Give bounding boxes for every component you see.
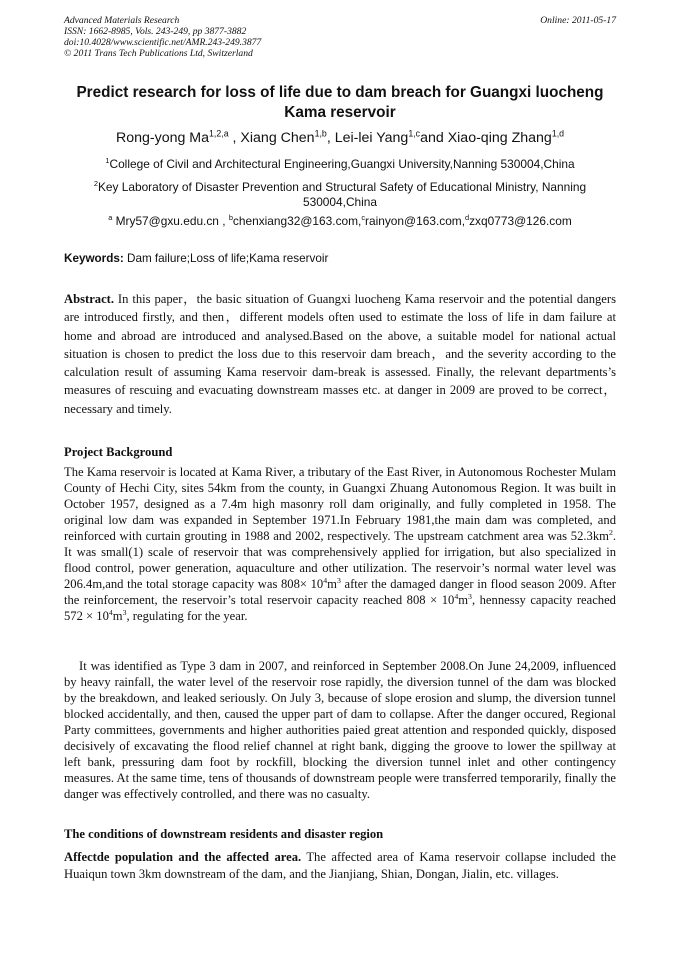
journal-name: Advanced Materials Research bbox=[64, 15, 180, 26]
copyright-line: © 2011 Trans Tech Publications Ltd, Switzerland bbox=[64, 48, 253, 59]
email-address: rainyon@163.com, bbox=[365, 214, 466, 228]
affiliation-text: College of Civil and Architectural Engineering,Guangxi University,Nanning 530004,China bbox=[109, 157, 575, 171]
section-heading-background: Project Background bbox=[64, 445, 173, 459]
email-address: zxq0773@126.com bbox=[469, 214, 572, 228]
author-superscript: 1,d bbox=[551, 128, 565, 139]
paragraph-text: , regulating for the year. bbox=[126, 609, 248, 623]
author-name: Lei-lei Yang bbox=[334, 130, 409, 146]
paragraph-text: m bbox=[327, 577, 337, 591]
journal-header bbox=[64, 15, 616, 59]
paragraph-text: The Kama reservoir is located at Kama River, a tributary of the East River, in Autonomous Rochester Mulam County of Hechi City, sites 54km from the county, in Guangxi Zhuang Autonomous Region. It was built in October 1957, designed as a 7.4m high masonry roll dam originally, and fully completed in 1958. The original low dam was expanded in September 1971.In February 1981,the main dam was completed, and reinforced with curtain grouting in 1988 and 2002, respectively. The upstream catchment area was 52.3km bbox=[64, 465, 616, 543]
abstract-text: In this paper，the basic situation of Guangxi luocheng Kama reservoir and the potential dangers are introduced firstly, and then，different models often used to estimate the loss of life in dam failure at home and abroad are introduced and analysed.Based on the above, a suitable model for national actual situation is chosen to predict the loss due to this reservoir dam breach，and the severity according to the calculation result of assuming Kama reservoir dam-break is assessed. Finally, the relevant departments’s measures of rescuing and evacuating downstream masses etc. at danger in 2009 are proved to be correct，necessary and timely. bbox=[64, 292, 616, 416]
superscript: 3 bbox=[122, 607, 127, 617]
paragraph-text: after the damaged danger in flood season 2009. After the reinforcement, the reservoir’s total reservoir capacity reached 808 × 10 bbox=[64, 577, 616, 607]
superscript: 2 bbox=[608, 527, 613, 537]
author-superscript: 1,c bbox=[408, 128, 421, 139]
paragraph-label: Affectde population and the affected area. bbox=[64, 850, 302, 864]
affiliation-text: Key Laboratory of Disaster Prevention and Structural Safety of Educational Ministry, Nanning 530004,China bbox=[97, 180, 587, 209]
online-date: Online: 2011-05-17 bbox=[540, 15, 616, 26]
abstract bbox=[64, 290, 616, 418]
affiliation-superscript: 2 bbox=[93, 179, 98, 189]
paragraph-background-1 bbox=[64, 464, 616, 624]
paragraph-affected-population bbox=[64, 849, 616, 883]
abstract-label: Abstract. bbox=[64, 292, 115, 306]
keywords-label: Keywords: bbox=[64, 252, 124, 265]
author-superscript: 1,b bbox=[314, 128, 327, 139]
issn-line: ISSN: 1662-8985, Vols. 243-249, pp 3877-3882 bbox=[64, 26, 247, 37]
author-superscript: 1,2,a bbox=[209, 128, 229, 139]
email-superscript: c bbox=[361, 213, 366, 223]
affiliation-superscript: 1 bbox=[105, 156, 110, 166]
superscript: 4 bbox=[323, 575, 328, 585]
email-superscript: b bbox=[228, 213, 233, 223]
author-name: Xiang Chen bbox=[240, 130, 315, 146]
superscript: 3 bbox=[336, 575, 341, 585]
email-superscript: a bbox=[108, 213, 113, 223]
email-address: chenxiang32@163.com, bbox=[232, 214, 362, 228]
author-separator: , bbox=[326, 130, 335, 146]
paragraph-text: . It was small(1) scale of reservoir that was comprehensively applied for irrigation, but also specialized in flood control, power generation, aquaculture and other utilization. The reservoir’s normal water level was 206.4m,and the total storage capacity was 808× 10 bbox=[64, 529, 616, 591]
doi-line: doi:10.4028/www.scientific.net/AMR.243-249.3877 bbox=[64, 37, 262, 48]
author-separator: , bbox=[228, 130, 241, 146]
paper-title: Predict research for loss of life due to dam breach for Guangxi luocheng Kama reservoir bbox=[76, 84, 604, 121]
paragraph-background-2: It was identified as Type 3 dam in 2007, and reinforced in September 2008.On June 24,2009, influenced by heavy rainfall, the water level of the reservoir rose rapidly, the diversion tunnel of the dam was blocked by the breakdown, and leaked seriously. On July 3, because of slope erosion and slump, the diversion tunnel blocked accidentally, and then, caused the upper part of dam to collapse. After the danger occured, Regional Party committees, governments and higher authorities paied great attention and responded quickly, disposed decisively of excavating the flood relief channel at right bank, digging the groove to lower the spillway at left bank, pressuring dam foot by rockfill, blocking the diversion tunnel inlet and other contingency measures. At the same time, tens of thousands of downstream people were transferred temporarily, finally the danger was effectively controlled, and there was no casualty. bbox=[64, 659, 616, 801]
paragraph-text: m bbox=[458, 593, 469, 607]
email-address: Mry57@gxu.edu.cn , bbox=[112, 214, 229, 228]
author-name: Rong-yong Ma bbox=[115, 130, 210, 146]
email-list bbox=[60, 214, 620, 229]
affiliation-1 bbox=[60, 157, 620, 172]
paragraph-text: m bbox=[112, 609, 123, 623]
superscript: 4 bbox=[108, 607, 113, 617]
superscript: 3 bbox=[468, 591, 472, 601]
affiliation-2 bbox=[60, 180, 620, 210]
section-heading-conditions: The conditions of downstream residents and disaster region bbox=[64, 827, 384, 841]
author-name: and Xiao-qing Zhang bbox=[420, 130, 552, 146]
author-list bbox=[40, 129, 640, 147]
paragraph-text: , hennessy capacity reached 572 × 10 bbox=[64, 593, 616, 623]
keywords-text: Dam failure;Loss of life;Kama reservoir bbox=[123, 252, 329, 265]
paragraph-text: The affected area of Kama reservoir collapse included the Huaiqun town 3km downstream of the dam, and the Jianjiang, Shian, Dongan, Jialin, etc. villages. bbox=[64, 850, 617, 881]
email-superscript: d bbox=[465, 213, 470, 223]
keywords bbox=[64, 251, 616, 266]
superscript: 4 bbox=[454, 591, 459, 601]
